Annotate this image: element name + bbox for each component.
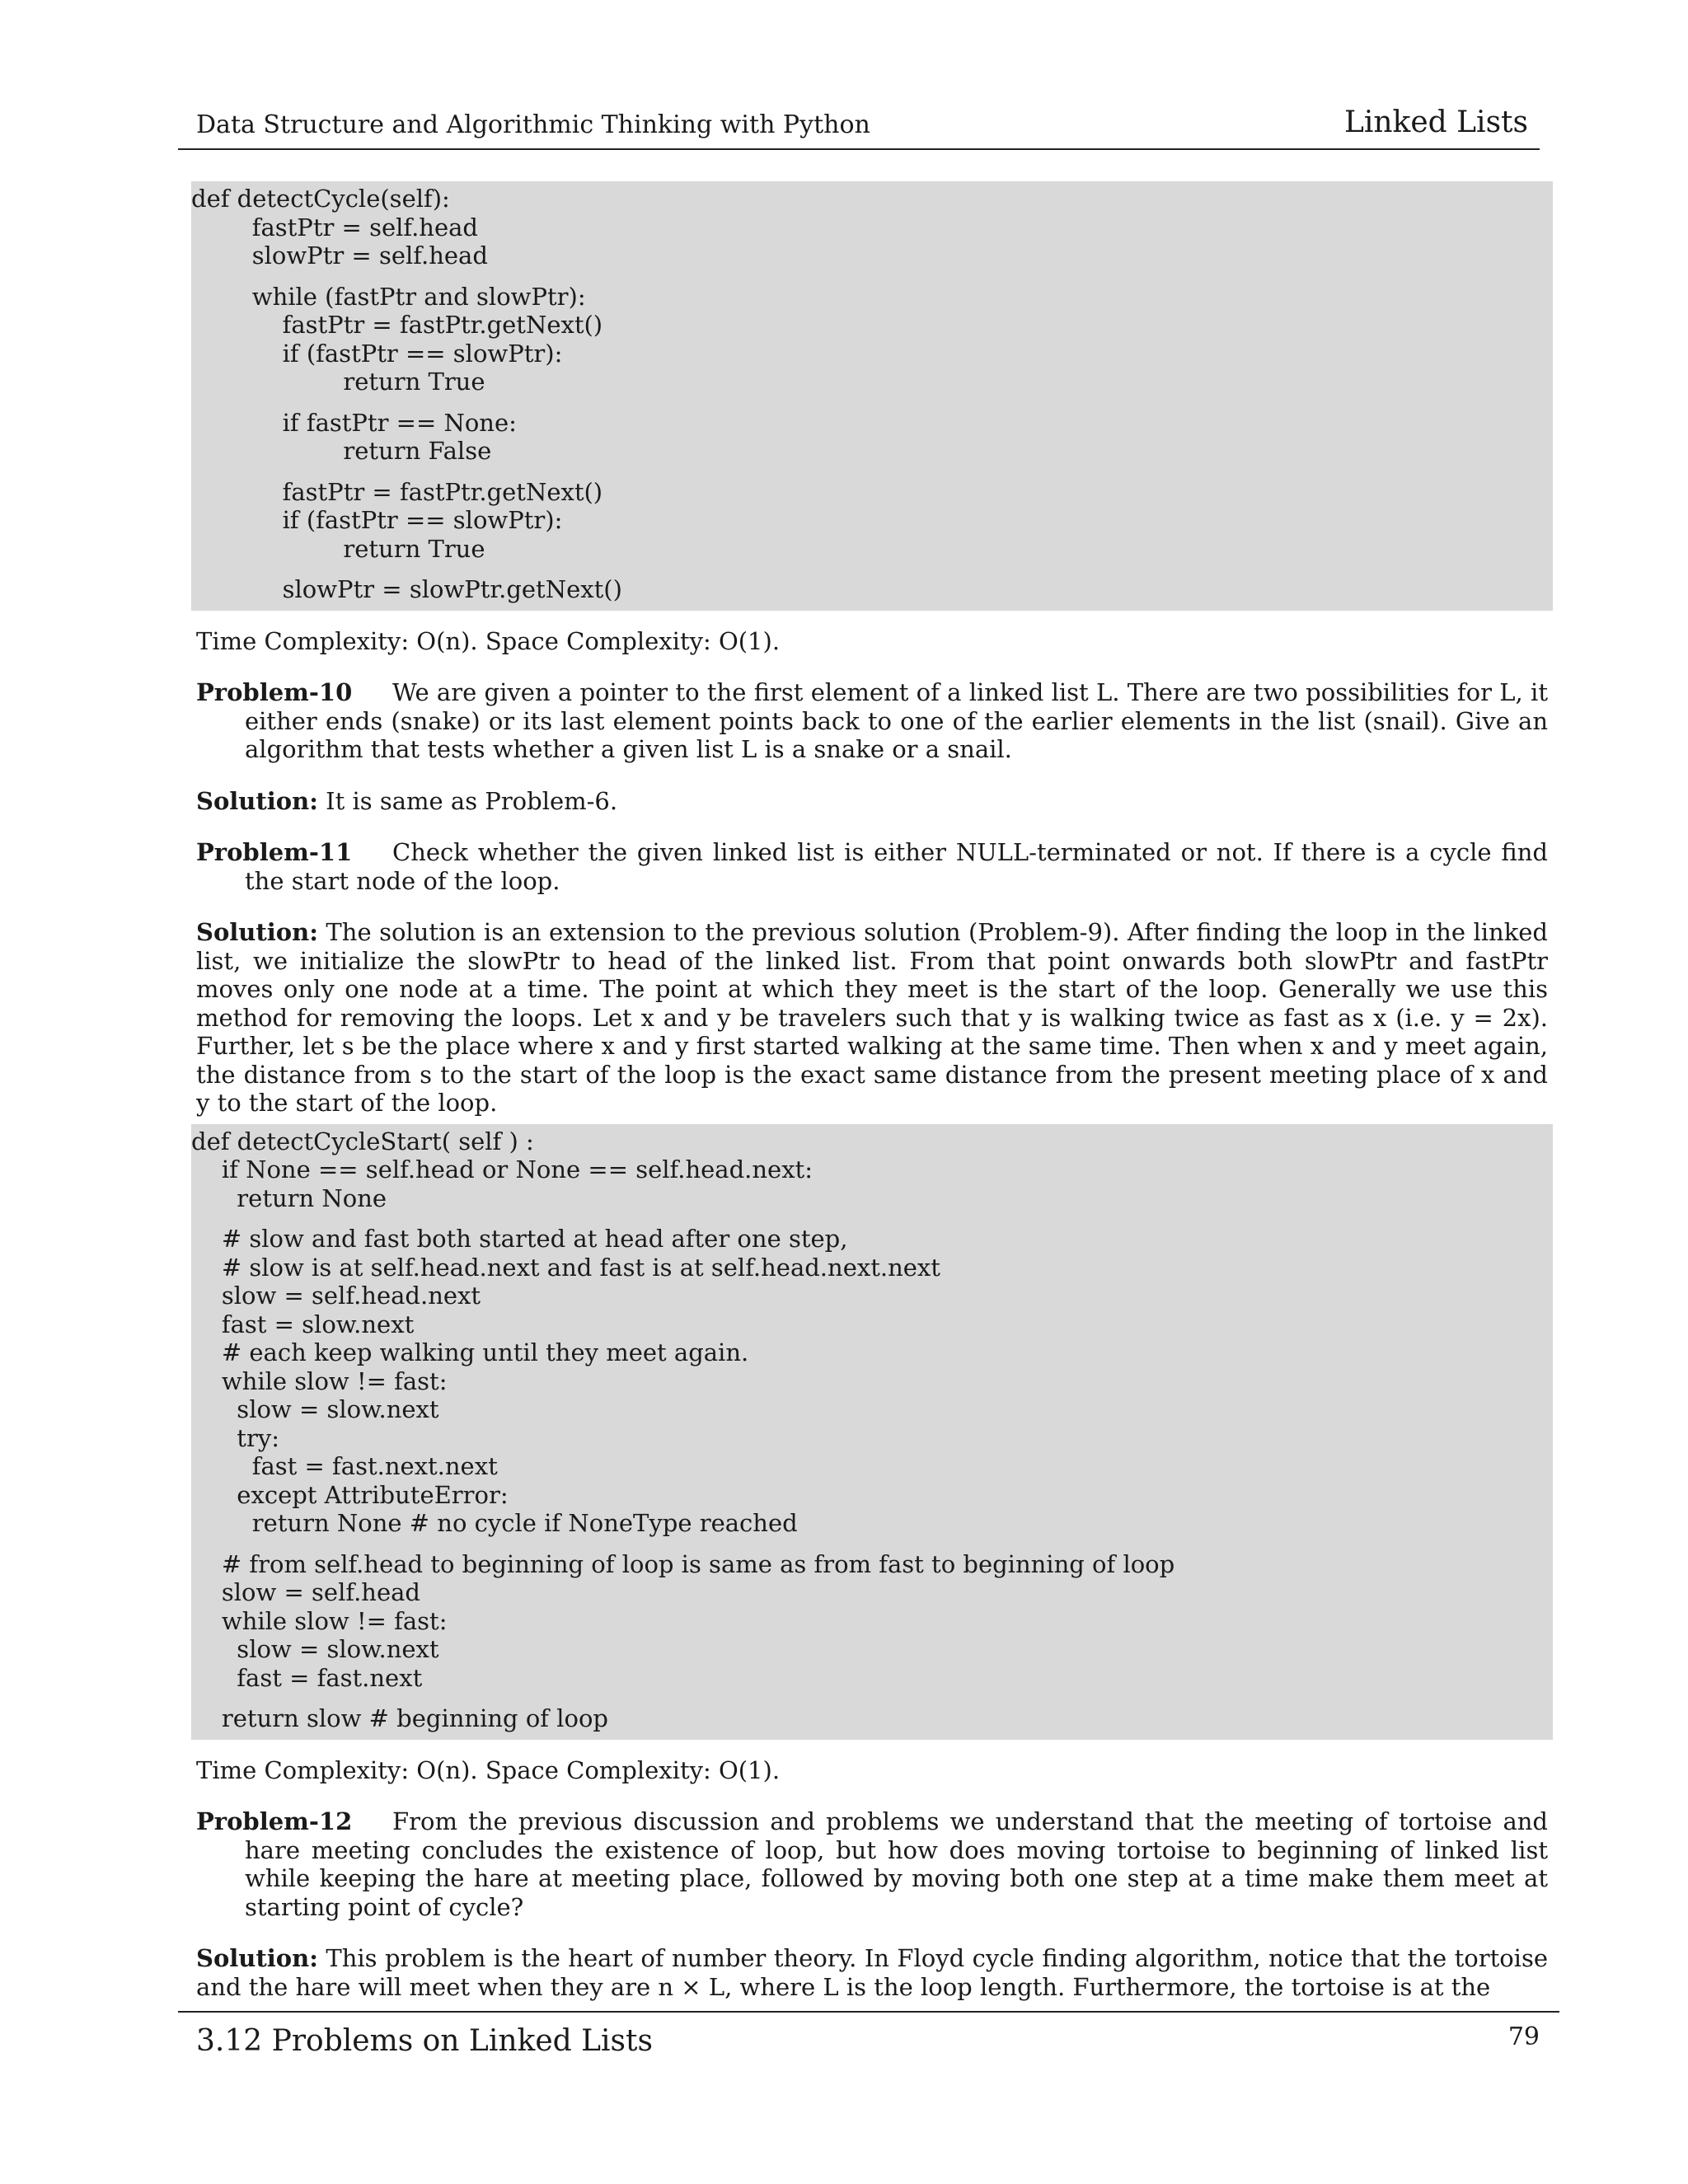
code-line: if (fastPtr == slowPtr):	[191, 339, 563, 368]
code-line: return True	[191, 368, 485, 396]
page-number: 79	[1507, 2022, 1540, 2051]
code-line: if (fastPtr == slowPtr):	[191, 506, 563, 534]
book-title: Data Structure and Algorithmic Thinking with Python	[196, 110, 870, 139]
complexity-note: Time Complexity: O(n). Space Complexity: O(1).	[196, 626, 781, 655]
solution-text: This problem is the heart of number theory. In Floyd cycle finding algorithm, notice that the tortoise and the hare will meet when they are n × L, where L is the loop length. Furthermore, the tortoise is at the	[196, 1944, 1548, 2001]
problem-label: Problem-11	[196, 838, 353, 866]
code-line: while slow != fast:	[191, 1606, 448, 1635]
section-title: 3.12 Problems on Linked Lists	[196, 2024, 653, 2058]
code-line: fast = slow.next	[191, 1310, 415, 1338]
problem-text: From the previous discussion and problems we understand that the meeting of tortoise and hare meeting concludes the existence of loop, but how does moving tortoise to beginning of linked list while keeping the hare at meeting place, followed by moving both one step at a time make them meet at starting point of cycle?	[245, 1807, 1548, 1921]
page-footer	[178, 2011, 1559, 2058]
solution-12	[196, 1944, 1548, 2001]
code-block-detect-cycle	[191, 181, 1553, 611]
code-line: if fastPtr == None:	[191, 408, 517, 437]
code-line: return None	[191, 1183, 387, 1212]
code-line: except AttributeError:	[191, 1480, 509, 1509]
code-line: if None == self.head or None == self.head.next:	[191, 1155, 813, 1183]
code-line: fastPtr = self.head	[191, 213, 478, 241]
code-line: slowPtr = slowPtr.getNext()	[191, 575, 622, 603]
problem-text: We are given a pointer to the first element of a linked list L. There are two possibilities for L, it either ends (snake) or its last element points back to one of the earlier elements in the list (snail). Give an algorithm that tests whether a given list L is a snake or a snail.	[245, 678, 1548, 763]
code-line: return slow # beginning of loop	[191, 1704, 608, 1732]
code-line: fastPtr = fastPtr.getNext()	[191, 311, 603, 339]
code-line: return None # no cycle if NoneType reached	[191, 1509, 798, 1537]
code-block-detect-cycle-start	[191, 1124, 1553, 1740]
problem-label: Problem-10	[196, 678, 353, 706]
code-line: def detectCycle(self):	[191, 185, 450, 213]
code-line: return True	[191, 534, 485, 563]
code-line: slow = self.head.next	[191, 1282, 481, 1310]
complexity-note: Time Complexity: O(n). Space Complexity: O(1).	[196, 1755, 781, 1784]
code-line: # slow is at self.head.next and fast is at self.head.next.next	[191, 1253, 940, 1282]
code-line: # slow and fast both started at head after one step,	[191, 1225, 848, 1253]
code-line: return False	[191, 437, 492, 465]
code-line: def detectCycleStart( self ) :	[191, 1127, 534, 1155]
problem-text: Check whether the given linked list is either NULL-terminated or not. If there is a cycle find the start node of the loop.	[245, 838, 1548, 895]
solution-10	[196, 787, 1548, 816]
code-line: fast = fast.next.next	[191, 1452, 498, 1480]
code-line: slow = self.head	[191, 1578, 420, 1606]
solution-label: Solution:	[196, 918, 318, 946]
problem-label: Problem-12	[196, 1807, 353, 1835]
page-content	[191, 181, 1548, 2001]
code-line: slowPtr = self.head	[191, 241, 488, 269]
problem-10	[196, 678, 1548, 764]
code-line: slow = slow.next	[191, 1395, 439, 1423]
page-header	[178, 99, 1540, 150]
code-line: slow = slow.next	[191, 1635, 439, 1663]
problem-12	[196, 1807, 1548, 1921]
code-line: # each keep walking until they meet again.	[191, 1338, 749, 1366]
solution-text: It is same as Problem-6.	[317, 786, 618, 815]
problem-11	[196, 838, 1548, 895]
solution-text: The solution is an extension to the previous solution (Problem-9). After finding the loop in the linked list, we initialize the slowPtr to head of the linked list. From that point onwards both slowPtr and fastPtr moves only one node at a time. The point at which they meet is the start of the loop. Generally we use this method for removing the loops. Let x and y be travelers such that y is walking twice as fast as x (i.e. y = 2x). Further, let s be the place where x and y first started walking at the same time. Then when x and y meet again, the distance from s to the start of the loop is the exact same distance from the present meeting place of x and y to the start of the loop.	[196, 918, 1548, 1117]
code-line: while slow != fast:	[191, 1366, 448, 1395]
code-line: try:	[191, 1423, 279, 1452]
chapter-title: Linked Lists	[1343, 105, 1528, 139]
solution-label: Solution:	[196, 1944, 318, 1972]
code-line: while (fastPtr and slowPtr):	[191, 282, 586, 311]
code-line: fast = fast.next	[191, 1663, 423, 1692]
code-line: # from self.head to beginning of loop is same as from fast to beginning of loop	[191, 1549, 1175, 1578]
code-line: fastPtr = fastPtr.getNext()	[191, 477, 603, 506]
solution-11	[196, 918, 1548, 1118]
solution-label: Solution:	[196, 786, 318, 815]
